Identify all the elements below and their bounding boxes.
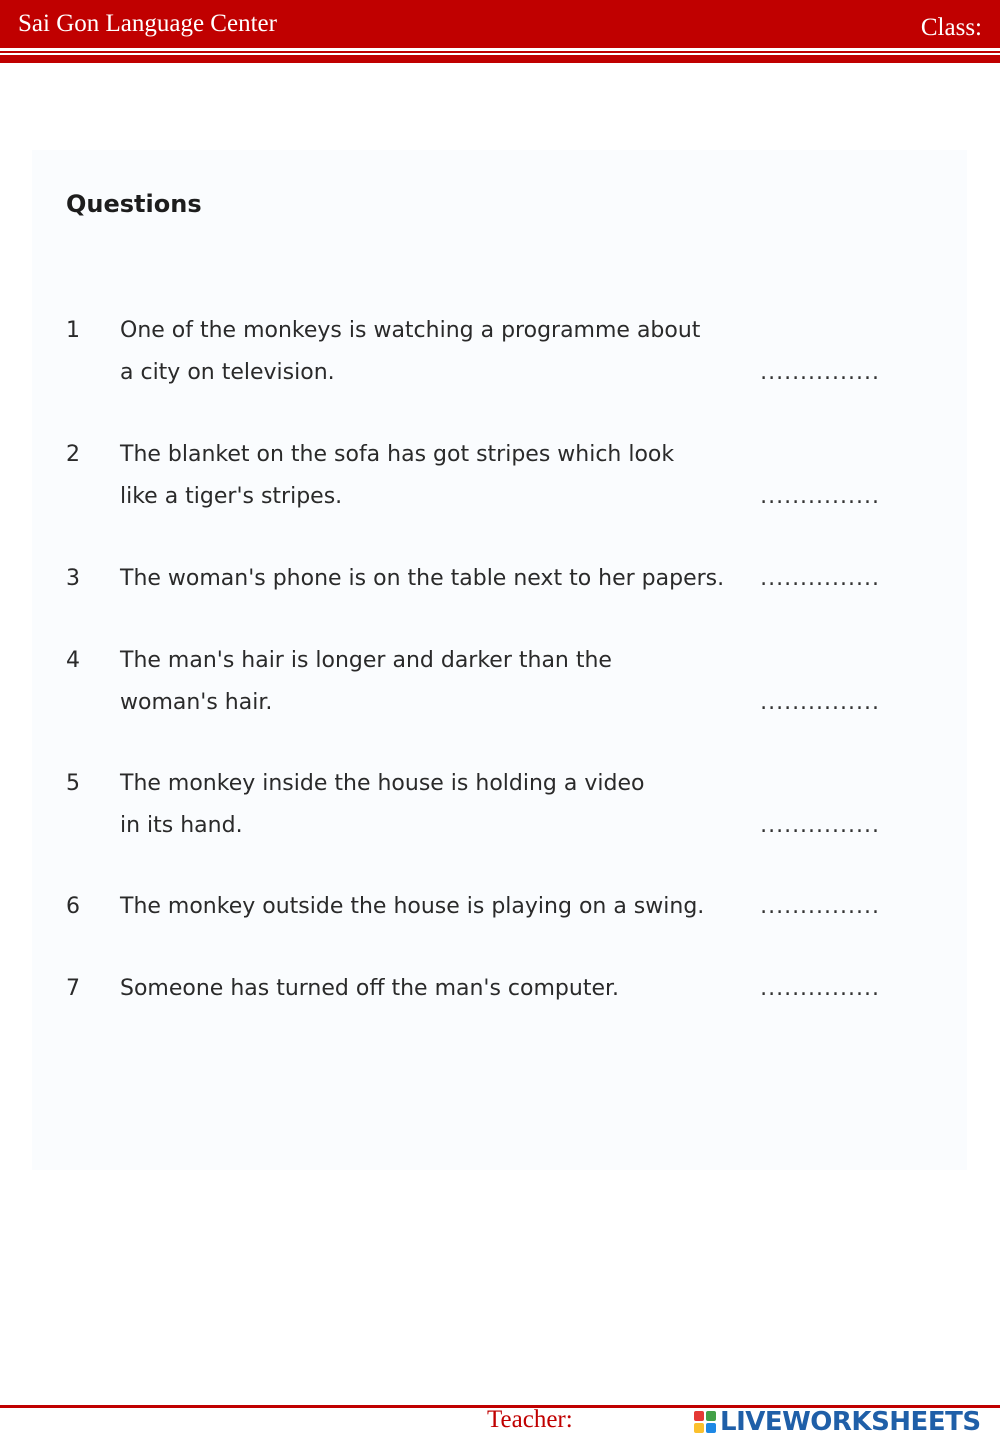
teacher-label: Teacher: <box>487 1406 573 1433</box>
question-text <box>120 310 730 394</box>
answer-blank[interactable]: ............... <box>760 894 880 919</box>
answer-blank[interactable]: ............... <box>760 566 880 591</box>
liveworksheets-logo-icon <box>694 1411 716 1433</box>
question-line: a city on television. <box>120 360 335 385</box>
question-4 <box>66 640 886 724</box>
answer-blank[interactable]: ............... <box>760 976 880 1001</box>
question-text <box>120 558 760 600</box>
question-line: The monkey outside the house is playing on a swing. <box>120 894 705 919</box>
question-number: 1 <box>66 318 80 343</box>
brand-text: LIVEWORKSHEETS <box>720 1407 981 1437</box>
question-number: 5 <box>66 771 80 796</box>
logo-cell <box>694 1423 704 1433</box>
question-line: Someone has turned off the man's computer. <box>120 976 620 1001</box>
question-line: One of the monkeys is watching a programme about <box>120 318 701 343</box>
question-text <box>120 968 760 1010</box>
question-number: 7 <box>66 976 80 1001</box>
question-6 <box>66 886 886 928</box>
logo-cell <box>694 1411 704 1421</box>
question-number: 3 <box>66 566 80 591</box>
question-line: The blanket on the sofa has got stripes which look <box>120 442 675 467</box>
question-line: The monkey inside the house is holding a video <box>120 771 645 796</box>
question-text <box>120 434 730 518</box>
answer-blank[interactable]: ............... <box>760 690 880 715</box>
question-line: The man's hair is longer and darker than the <box>120 648 612 673</box>
logo-cell <box>706 1411 716 1421</box>
question-2 <box>66 434 886 518</box>
class-label: Class: <box>920 14 982 41</box>
question-number: 2 <box>66 442 80 467</box>
header-divider-thick <box>0 55 1000 63</box>
header-bar <box>0 0 1000 48</box>
center-name: Sai Gon Language Center <box>18 10 277 37</box>
answer-blank[interactable]: ............... <box>760 360 880 385</box>
question-number: 4 <box>66 648 80 673</box>
question-line: woman's hair. <box>120 690 273 715</box>
question-7 <box>66 968 886 1010</box>
question-5 <box>66 763 886 847</box>
header-divider-thin <box>0 51 1000 53</box>
question-text <box>120 763 730 847</box>
answer-blank[interactable]: ............... <box>760 813 880 838</box>
question-line: in its hand. <box>120 813 243 838</box>
section-title: Questions <box>66 190 202 218</box>
question-line: The woman's phone is on the table next to her papers. <box>120 566 725 591</box>
question-3 <box>66 558 886 600</box>
question-text <box>120 886 760 928</box>
question-1 <box>66 310 886 394</box>
logo-cell <box>706 1423 716 1433</box>
question-line: like a tiger's stripes. <box>120 484 343 509</box>
question-text <box>120 640 730 724</box>
liveworksheets-brand[interactable] <box>694 1406 981 1438</box>
answer-blank[interactable]: ............... <box>760 484 880 509</box>
question-number: 6 <box>66 894 80 919</box>
